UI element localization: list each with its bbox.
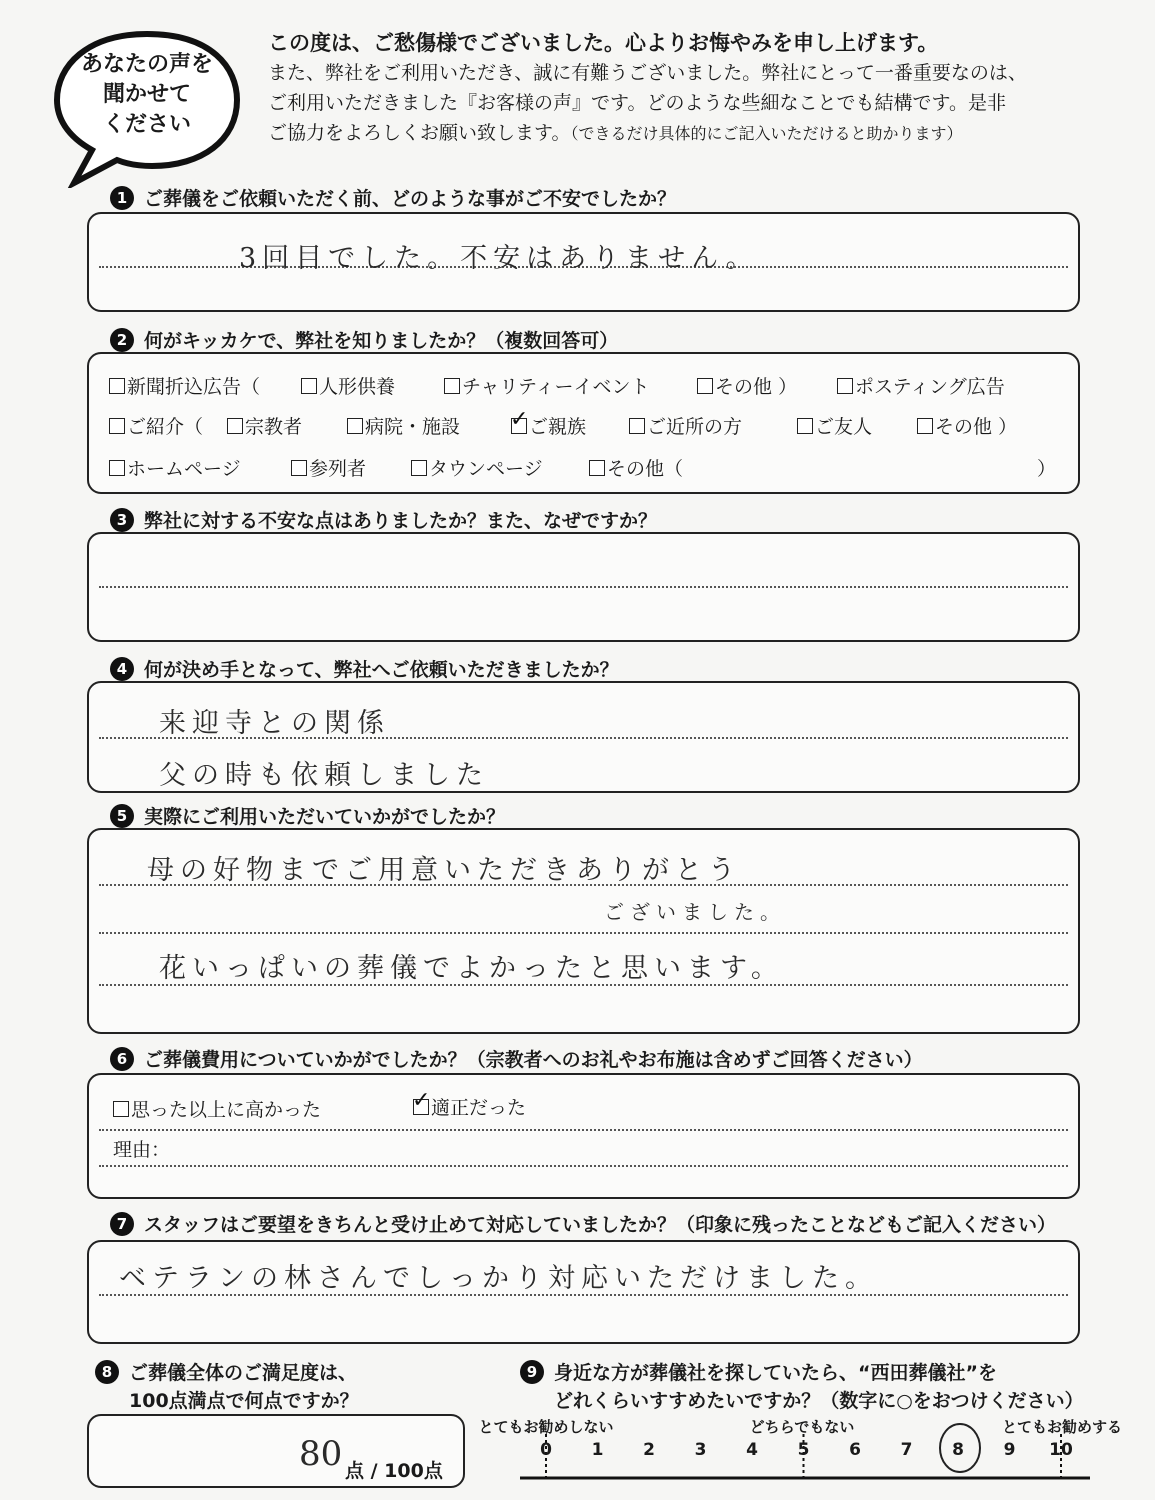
question-number-badge: 1 [110, 186, 134, 210]
option-label: ご紹介（ [127, 416, 204, 438]
scale-number-0[interactable]: 0 [540, 1440, 552, 1460]
option-label: その他 [715, 376, 773, 398]
checkbox-checked[interactable] [511, 418, 527, 434]
checkbox[interactable] [347, 418, 363, 434]
dotted-line [99, 1165, 1068, 1167]
answer-box-2 [87, 352, 1080, 494]
question-9 [520, 1358, 997, 1385]
option-label: チャリティーイベント [462, 376, 650, 398]
option-posting-ad[interactable] [837, 372, 1005, 399]
speech-bubble [52, 28, 242, 188]
option-label: ホームページ [127, 458, 241, 480]
paren-close: ） [1037, 458, 1057, 480]
question-2 [110, 326, 618, 353]
score-value: 80 [299, 1434, 343, 1474]
question-8 [95, 1358, 357, 1385]
option-charity-event[interactable] [444, 372, 650, 399]
option-other-3[interactable] [589, 454, 683, 481]
option-label: 適正だった [431, 1097, 527, 1119]
question-4 [110, 655, 619, 682]
option-referral[interactable] [109, 412, 203, 439]
dotted-line [99, 586, 1068, 588]
dotted-line [99, 1129, 1068, 1131]
option-label: ご友人 [815, 416, 873, 438]
option-label: タウンページ [429, 458, 543, 480]
scale-number-4[interactable]: 4 [746, 1440, 758, 1460]
question-text: スタッフはご要望をきちんと受け止めて対応していましたか？（印象に残ったことなどもご記入ください） [144, 1214, 1057, 1236]
scale-number-6[interactable]: 6 [849, 1440, 861, 1460]
question-text: 何が決め手となって、弊社へご依頼いただきましたか？ [144, 659, 619, 681]
checkbox[interactable] [291, 460, 307, 476]
intro-text [268, 28, 1128, 149]
option-appropriate[interactable] [413, 1093, 526, 1120]
recommend-scale [478, 1414, 1130, 1500]
bubble-line: 聞かせて [102, 82, 191, 107]
question-text: ご葬儀をご依頼いただく前、どのような事がご不安でしたか？ [144, 188, 677, 210]
intro-line: ご協力をよろしくお願い致します。 [268, 122, 571, 144]
scale-label-low: とてもお勧めしない [478, 1418, 614, 1436]
scale-label-high: とてもお勧めする [1001, 1418, 1123, 1436]
handwritten-answer: 母の好物までご用意いただきありがとう [147, 855, 741, 886]
option-other-2[interactable] [917, 412, 1017, 439]
checkbox[interactable] [797, 418, 813, 434]
checkbox[interactable] [113, 1101, 129, 1117]
scale-number-8[interactable]: 8 [952, 1440, 964, 1460]
intro-line: また、弊社をご利用いただき、誠に有難うございました。弊社にとって一番重要なのは、 [268, 62, 1027, 84]
answer-box-6 [87, 1073, 1080, 1199]
option-label: その他（ [607, 458, 684, 480]
checkbox[interactable] [697, 378, 713, 394]
scale-number-3[interactable]: 3 [694, 1440, 707, 1460]
scale-number-2[interactable]: 2 [643, 1440, 655, 1460]
option-friends[interactable] [797, 412, 872, 439]
checkbox[interactable] [917, 418, 933, 434]
option-townpage[interactable] [411, 454, 543, 481]
option-label: 思った以上に高かった [131, 1099, 322, 1121]
handwritten-answer: 来迎寺との関係 [159, 708, 390, 739]
option-neighbors[interactable] [629, 412, 742, 439]
question-text: どれくらいすすめたいですか？（数字に○をおつけください） [554, 1390, 1084, 1412]
answer-box-3[interactable] [87, 532, 1080, 642]
bubble-text [52, 50, 242, 140]
checkbox-checked[interactable] [413, 1099, 429, 1115]
option-label: ご親族 [529, 416, 587, 438]
answer-box-1[interactable] [87, 212, 1080, 312]
scale-number-1[interactable]: 1 [591, 1440, 604, 1460]
option-label: 新聞折込広告（ [127, 376, 261, 398]
question-text: 何がキッカケで、弊社を知りましたか？（複数回答可） [144, 330, 619, 352]
option-label: 病院・施設 [365, 416, 461, 438]
option-clergy[interactable] [227, 412, 302, 439]
question-7 [110, 1210, 1056, 1237]
option-label: ご近所の方 [647, 416, 743, 438]
handwritten-answer: 花いっぱいの葬儀でよかったと思います。 [159, 953, 784, 984]
answer-box-7[interactable] [87, 1240, 1080, 1344]
option-newspaper[interactable] [109, 372, 260, 399]
question-3 [110, 506, 657, 533]
question-text: ご葬儀全体のご満足度は、 [129, 1362, 358, 1384]
question-number-badge: 5 [110, 804, 134, 828]
option-label: 参列者 [309, 458, 367, 480]
option-attendee[interactable] [291, 454, 366, 481]
checkbox[interactable] [589, 460, 605, 476]
scale-number-10[interactable]: 10 [1049, 1440, 1073, 1460]
question-number-badge: 7 [110, 1212, 134, 1236]
score-box[interactable] [87, 1414, 465, 1488]
question-number-badge: 8 [95, 1360, 119, 1384]
scale-number-5[interactable]: 5 [797, 1440, 810, 1460]
paren-close: ） [778, 376, 798, 398]
handwritten-answer: 3回目でした。不安はありません。 [239, 243, 759, 274]
option-doll-memorial[interactable] [301, 372, 395, 399]
bubble-line: ください [102, 112, 191, 137]
option-label: 宗教者 [245, 416, 303, 438]
checkbox[interactable] [629, 418, 645, 434]
question-8-line2 [129, 1386, 359, 1413]
question-text: ご葬儀費用についていかがでしたか？（宗教者へのお礼やお布施は含めずご回答ください） [144, 1049, 923, 1071]
checkbox[interactable] [411, 460, 427, 476]
question-1 [110, 184, 676, 211]
checkbox[interactable] [109, 378, 125, 394]
checkbox[interactable] [301, 378, 317, 394]
option-label: 人形供養 [319, 376, 396, 398]
option-homepage[interactable] [109, 454, 241, 481]
paren-close: ） [998, 416, 1018, 438]
question-text: 100点満点で何点ですか？ [129, 1390, 359, 1412]
scale-axis [490, 1414, 1130, 1500]
dotted-line [99, 932, 1068, 934]
question-number-badge: 9 [520, 1360, 544, 1384]
checkbox[interactable] [227, 418, 243, 434]
question-number-badge: 3 [110, 508, 134, 532]
intro-line: ご利用いただきました『お客様の声』です。どのような些細なことでも結構です。是非 [268, 92, 1006, 114]
checkbox[interactable] [109, 418, 125, 434]
handwritten-answer: ベテランの林さんでしっかり対応いただけました。 [119, 1263, 878, 1294]
checkbox[interactable] [837, 378, 853, 394]
question-6 [110, 1045, 923, 1072]
option-relatives[interactable] [511, 412, 586, 439]
option-too-expensive[interactable] [113, 1095, 321, 1122]
question-5 [110, 802, 505, 829]
question-text: 実際にご利用いただいていかがでしたか？ [144, 806, 506, 828]
option-other-1[interactable] [697, 372, 797, 399]
question-number-badge: 4 [110, 657, 134, 681]
question-number-badge: 6 [110, 1047, 134, 1071]
answer-box-4[interactable] [87, 681, 1080, 793]
score-suffix: 点 / 100点 [345, 1460, 443, 1482]
answer-box-5[interactable] [87, 828, 1080, 1034]
question-number-badge: 2 [110, 328, 134, 352]
scale-label-mid: どちらでもない [749, 1418, 855, 1436]
handwritten-answer: ございました。 [604, 900, 786, 924]
question-text: 弊社に対する不安な点はありましたか？また、なぜですか？ [144, 510, 658, 532]
intro-note: （できるだけ具体的にご記入いただけると助かります） [570, 124, 963, 143]
checkbox[interactable] [444, 378, 460, 394]
handwritten-answer: 父の時も依頼しました [159, 760, 489, 791]
option-label: ポスティング広告 [855, 376, 1005, 398]
option-label: その他 [935, 416, 993, 438]
option-hospital[interactable] [347, 412, 460, 439]
question-text: 身近な方が葬儀社を探していたら、“西田葬儀社”を [554, 1362, 997, 1384]
scale-number-9[interactable]: 9 [1003, 1440, 1016, 1460]
bubble-line: あなたの声を [80, 52, 213, 77]
checkbox[interactable] [109, 460, 125, 476]
intro-lead: この度は、ご愁傷様でございました。心よりお悔やみを申し上げます。 [268, 31, 939, 55]
question-9-line2 [554, 1386, 1084, 1413]
reason-label: 理由： [113, 1139, 171, 1161]
scale-number-7[interactable]: 7 [900, 1440, 913, 1460]
